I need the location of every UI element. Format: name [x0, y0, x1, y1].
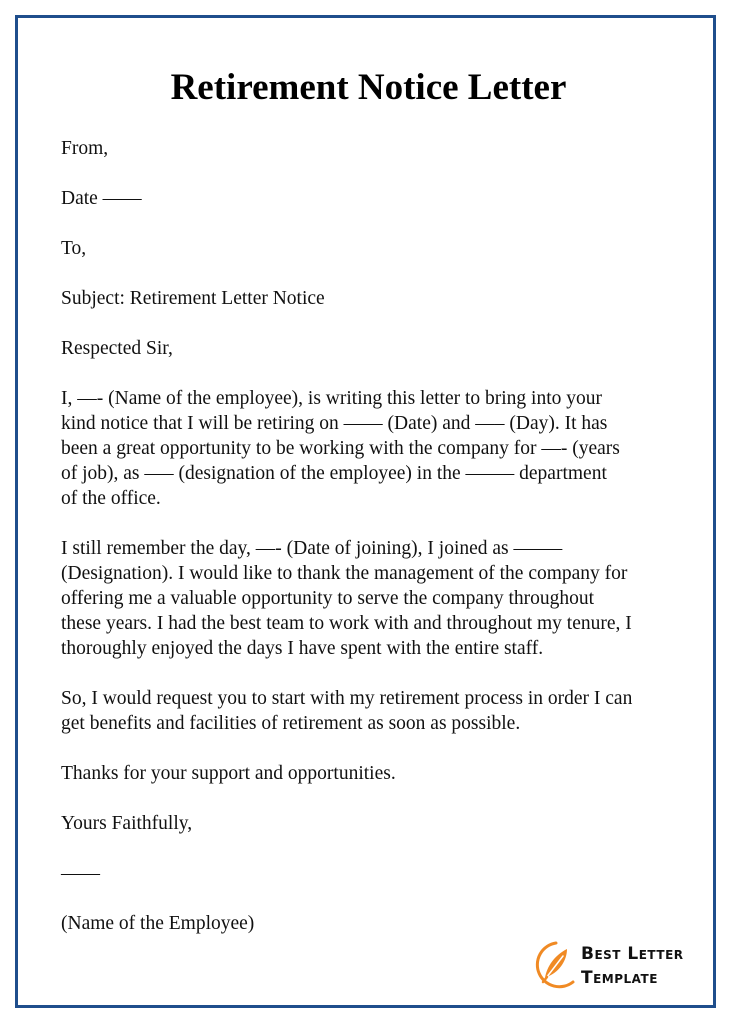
- to-line: To,: [61, 238, 87, 259]
- subject-line: Subject: Retirement Letter Notice: [61, 288, 325, 309]
- paragraph-line: of job), as —– (designation of the employee) in the ——– department: [61, 463, 607, 484]
- salutation: Respected Sir,: [61, 338, 173, 359]
- paragraph-line: kind notice that I will be retiring on —— (Date) and —– (Day). It has: [61, 413, 608, 434]
- brand-logo: [533, 938, 693, 994]
- body-paragraph-1: [61, 386, 681, 511]
- paragraph-line: So, I would request you to start with my retirement process in order I can: [61, 688, 633, 709]
- paragraph-line: (Designation). I would like to thank the management of the company for: [61, 563, 628, 584]
- paragraph-line: get benefits and facilities of retirement as soon as possible.: [61, 713, 521, 734]
- from-line: From,: [61, 138, 109, 159]
- brand-line-1: Best Letter: [581, 944, 684, 964]
- closing-line: Yours Faithfully,: [61, 813, 193, 834]
- paragraph-line: these years. I had the best team to work with and throughout my tenure, I: [61, 613, 632, 634]
- employee-name-placeholder: (Name of the Employee): [61, 913, 255, 934]
- brand-name: [581, 942, 684, 990]
- body-paragraph-2: [61, 536, 681, 661]
- paragraph-line: been a great opportunity to be working with the company for —- (years: [61, 438, 620, 459]
- date-line: Date ——: [61, 188, 142, 209]
- paragraph-line: thoroughly enjoyed the days I have spent with the entire staff.: [61, 638, 544, 659]
- paragraph-line: I, —- (Name of the employee), is writing this letter to bring into your: [61, 388, 603, 409]
- page-border: [15, 15, 716, 1008]
- paragraph-line: of the office.: [61, 488, 161, 509]
- body-paragraph-3: [61, 686, 681, 736]
- thanks-line: Thanks for your support and opportunities.: [61, 763, 396, 784]
- letter-title: Retirement Notice Letter: [170, 67, 567, 108]
- paragraph-line: I still remember the day, —- (Date of joining), I joined as ——–: [61, 538, 563, 559]
- feather-quill-icon: [533, 940, 579, 990]
- signature-line: ——: [61, 863, 100, 884]
- brand-line-2: Template: [581, 968, 658, 988]
- paragraph-line: offering me a valuable opportunity to serve the company throughout: [61, 588, 595, 609]
